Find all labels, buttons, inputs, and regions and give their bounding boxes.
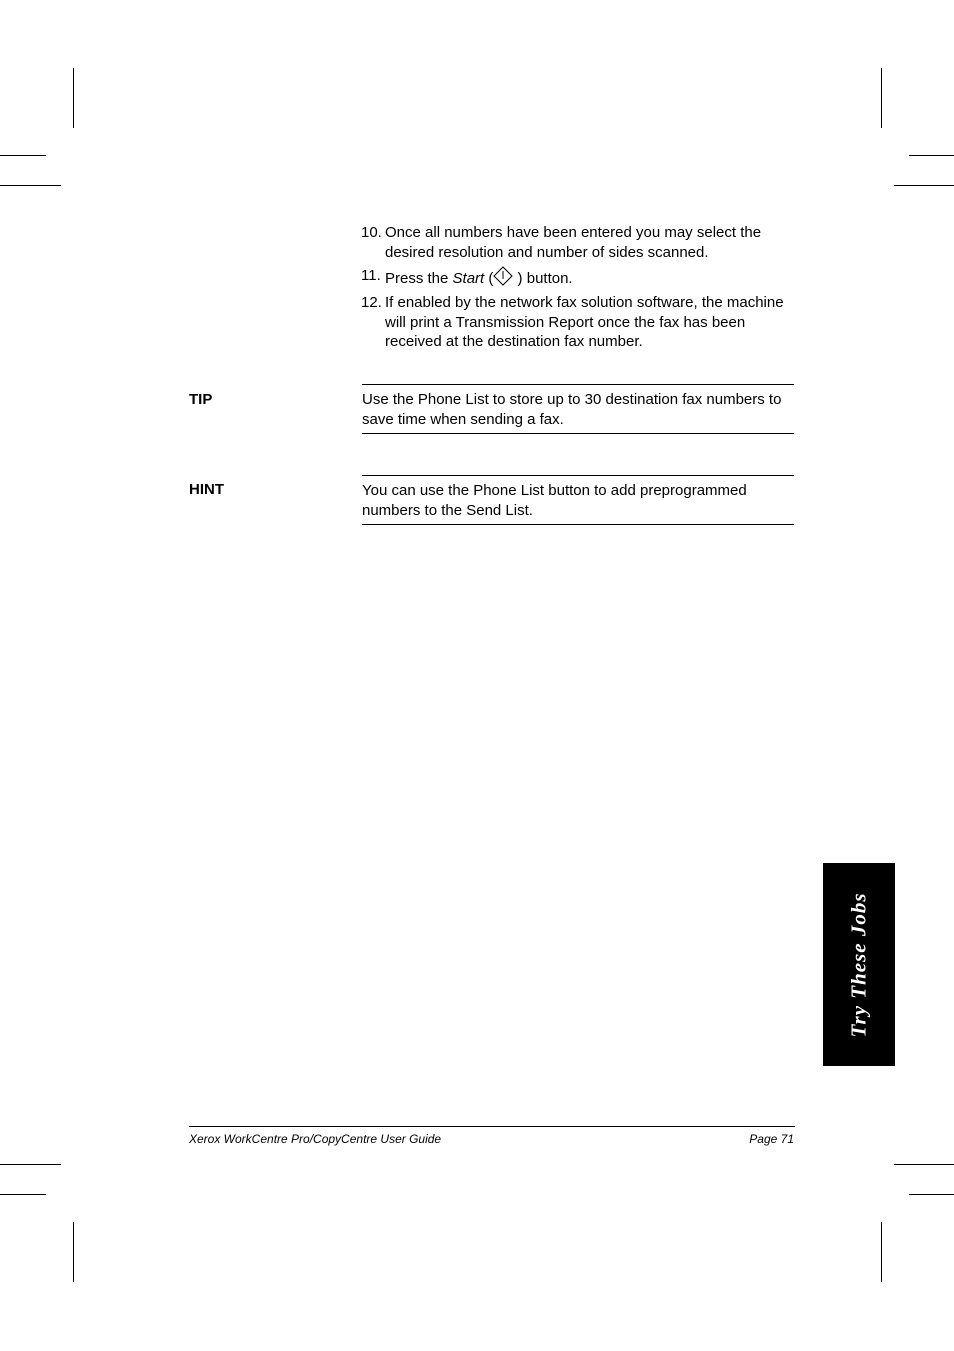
start-diamond-icon: [493, 266, 513, 286]
crop-mark: [0, 1164, 61, 1165]
crop-mark: [894, 1164, 954, 1165]
tip-text: Use the Phone List to store up to 30 destination fax numbers to save time when sending a fax.: [362, 391, 782, 428]
hint-text: You can use the Phone List button to add preprogrammed numbers to the Send List.: [362, 482, 747, 519]
hint-box: [362, 475, 794, 525]
step-text: Once all numbers have been entered you may select the desired resolution and number of sides scanned.: [385, 224, 762, 261]
open-paren: (: [484, 270, 494, 287]
step-text-prefix: Press the: [385, 270, 453, 287]
crop-mark: [909, 155, 954, 156]
step-text: If enabled by the network fax solution software, the machine will print a Transmission Report once the fax has been received at the destination fax number.: [385, 294, 784, 350]
step-number: 10.: [361, 224, 382, 241]
side-tab-label: Try These Jobs: [846, 891, 871, 1038]
crop-mark: [881, 1222, 882, 1282]
crop-mark: [0, 1194, 46, 1195]
step-11: [361, 266, 796, 289]
step-text: [385, 266, 796, 289]
step-10: [361, 223, 796, 262]
section-side-tab: [823, 863, 895, 1066]
crop-mark: [881, 68, 882, 128]
step-number: 12.: [361, 294, 382, 311]
step-text-suffix: ) button.: [513, 270, 573, 287]
tip-label: TIP: [189, 391, 213, 408]
tip-box: [362, 384, 794, 434]
step-12: [361, 293, 796, 352]
crop-mark: [894, 185, 954, 186]
crop-mark: [0, 185, 61, 186]
crop-mark: [909, 1194, 954, 1195]
page-number: Page 71: [749, 1132, 794, 1146]
footer-rule: [189, 1126, 795, 1127]
footer-title: Xerox WorkCentre Pro/CopyCentre User Guide: [189, 1132, 442, 1146]
hint-label: HINT: [189, 481, 224, 498]
crop-mark: [73, 68, 74, 128]
step-number: 11.: [361, 267, 381, 284]
crop-mark: [0, 155, 46, 156]
crop-mark: [73, 1222, 74, 1282]
start-emphasis: Start: [452, 270, 485, 287]
